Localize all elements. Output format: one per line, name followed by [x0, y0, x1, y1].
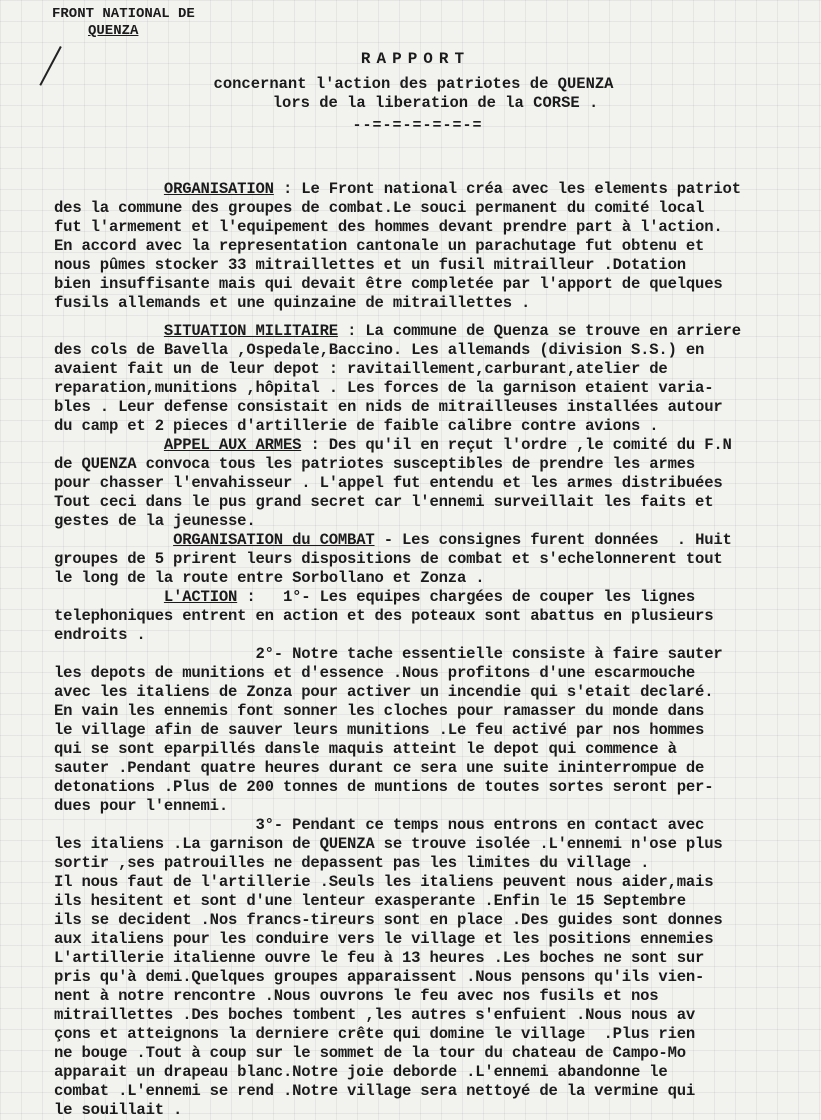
paragraph-line: endroits . [54, 626, 146, 644]
paragraph-line: de QUENZA convoca tous les patriotes susceptibles de prendre les armes [54, 455, 696, 473]
paragraph-line: L'artillerie italienne ouvre le feu à 13 heures .Les boches ne sont sur [54, 949, 705, 967]
paragraph-line: avaient fait un de leur depot : ravitaillement,carburant,atelier de [54, 360, 668, 378]
paragraph-line: qui se sont eparpillés dansle maquis atteint le depot qui commence à [54, 740, 677, 758]
paragraph-line: combat .L'ennemi se rend .Notre village sera nettoyé de la vermine qui [54, 1082, 696, 1100]
action-item-3-first-line: 3°- Pendant ce temps nous entrons en contact avec [255, 816, 705, 834]
section-organisation-combat-first-line: ORGANISATION du COMBAT - Les consignes furent données . Huit [173, 531, 732, 549]
paragraph-line: bles . Leur defense consistait en nids de mitrailleuses installées autour [54, 398, 723, 416]
section-appel-first-line: APPEL AUX ARMES : Des qu'il en reçut l'ordre ,le comité du F.N [163, 436, 732, 454]
report-title: RAPPORT [360, 50, 471, 68]
paragraph-line: fut l'armement et l'equipement des hommes devant prendre part à l'action. [54, 218, 723, 236]
paragraph-line: ne bouge .Tout à coup sur le sommet de la tour du chateau de Campo-Mo [54, 1044, 686, 1062]
paragraph-line: mitraillettes .Des boches tombent ,les autres s'enfuient .Nous nous av [54, 1006, 696, 1024]
paragraph-line: Tout ceci dans le pus grand secret car l'ennemi surveillait les faits et [54, 493, 714, 511]
paragraph-line: telephoniques entrent en action et des poteaux sont abattus en plusieurs [54, 607, 714, 625]
paragraph-line: apparait un drapeau blanc.Notre joie deborde .L'ennemi abandonne le [54, 1063, 668, 1081]
header-line-1: FRONT NATIONAL DE [52, 6, 195, 22]
section-organisation-first-line: ORGANISATION : Le Front national créa avec les elements patriot [163, 180, 741, 198]
organization-header [52, 6, 195, 40]
title-separator: --=-=-=-=-=-= [352, 117, 483, 134]
section-heading-organisation-du-combat: ORGANISATION du COMBAT [173, 531, 375, 549]
paragraph-line: sortir ,ses patrouilles ne depassent pas les limites du village . [54, 854, 650, 872]
paragraph-line: avec les italiens de Zonza pour activer un incendie qui s'etait declaré. [54, 683, 714, 701]
paragraph-line: du camp et 2 pieces d'artillerie de faible calibre contre avions . [54, 417, 659, 435]
report-body [54, 180, 821, 1120]
paragraph-line: nent à notre rencontre .Nous ouvrons le feu avec nos fusils et nos [54, 987, 659, 1005]
paragraph-line: groupes de 5 prirent leurs dispositions de combat et s'echelonnerent tout [54, 550, 723, 568]
paragraph-line: reparation,munitions ,hôpital . Les forces de la garnison etaient varia- [54, 379, 714, 397]
section-heading-organisation: ORGANISATION [163, 180, 274, 198]
paragraph-line: le village afin de sauver leurs munitions .Le feu activé par nos hommes [54, 721, 705, 739]
paragraph-line: pour chasser l'envahisseur . L'appel fut entendu et les armes distribuées [54, 474, 723, 492]
paragraph-line: des la commune des groupes de combat.Le souci permanent du comité local [54, 199, 705, 217]
section-heading-action: L'ACTION [163, 588, 238, 606]
paragraph-line: ils hesitent et sont d'une lenteur exasperante .Enfin le 15 Septembre [54, 892, 686, 910]
paragraph-line: pris qu'à demi.Quelques groupes apparaissent .Nous pensons qu'ils vien- [54, 968, 705, 986]
section-situation-first-line: SITUATION MILITAIRE : La commune de Quenza se trouve en arriere [163, 322, 741, 340]
report-subtitle-line-1: concernant l'action des patriotes de QUENZA [213, 75, 614, 93]
paragraph-line: les italiens .La garnison de QUENZA se trouve isolée .L'ennemi n'ose plus [54, 835, 723, 853]
paragraph-line: nous pûmes stocker 33 mitraillettes et un fusil mitrailleur .Dotation [54, 256, 686, 274]
action-item-2-first-line: 2°- Notre tache essentielle consiste à faire sauter [255, 645, 723, 663]
header-line-2: QUENZA [88, 23, 139, 39]
paragraph-line: le long de la route entre Sorbollano et Zonza . [54, 569, 485, 587]
paragraph-line: fusils allemands et une quinzaine de mitraillettes . [54, 294, 531, 312]
section-heading-situation-militaire: SITUATION MILITAIRE [163, 322, 338, 340]
paragraph-line: le souillait . [54, 1101, 183, 1119]
paragraph-line: En accord avec la representation cantonale un parachutage fut obtenu et [54, 237, 705, 255]
paragraph-line: detonations .Plus de 200 tonnes de muntions de toutes sortes seront per- [54, 778, 714, 796]
section-action-first-line: L'ACTION : 1°- Les equipes chargées de couper les lignes [163, 588, 696, 606]
section-heading-appel-aux-armes: APPEL AUX ARMES [163, 436, 302, 454]
paragraph-line: Il nous faut de l'artillerie .Seuls les italiens peuvent nous aider,mais [54, 873, 714, 891]
paragraph-line: des cols de Bavella ,Ospedale,Baccino. Les allemands (division S.S.) en [54, 341, 705, 359]
paragraph-line: bien insuffisante mais qui devait être completée par l'apport de quelques [54, 275, 723, 293]
paragraph-line: les depots de munitions et d'essence .Nous profitons d'une escarmouche [54, 664, 696, 682]
paragraph-line: çons et atteignons la derniere crête qui domine le village .Plus rien [54, 1025, 696, 1043]
paragraph-line: gestes de la jeunesse. [54, 512, 256, 530]
report-subtitle-line-2: lors de la liberation de la CORSE . [272, 94, 599, 112]
paragraph-line: En vain les ennemis font sonner les cloches pour ramasser du monde dans [54, 702, 705, 720]
paragraph-line: aux italiens pour les conduire vers le village et les positions ennemies [54, 930, 714, 948]
paragraph-line: dues pour l'ennemi. [54, 797, 228, 815]
paragraph-line: sauter .Pendant quatre heures durant ce sera une suite ininterrompue de [54, 759, 705, 777]
paragraph-line: ils se decident .Nos francs-tireurs sont en place .Des guides sont donnes [54, 911, 723, 929]
